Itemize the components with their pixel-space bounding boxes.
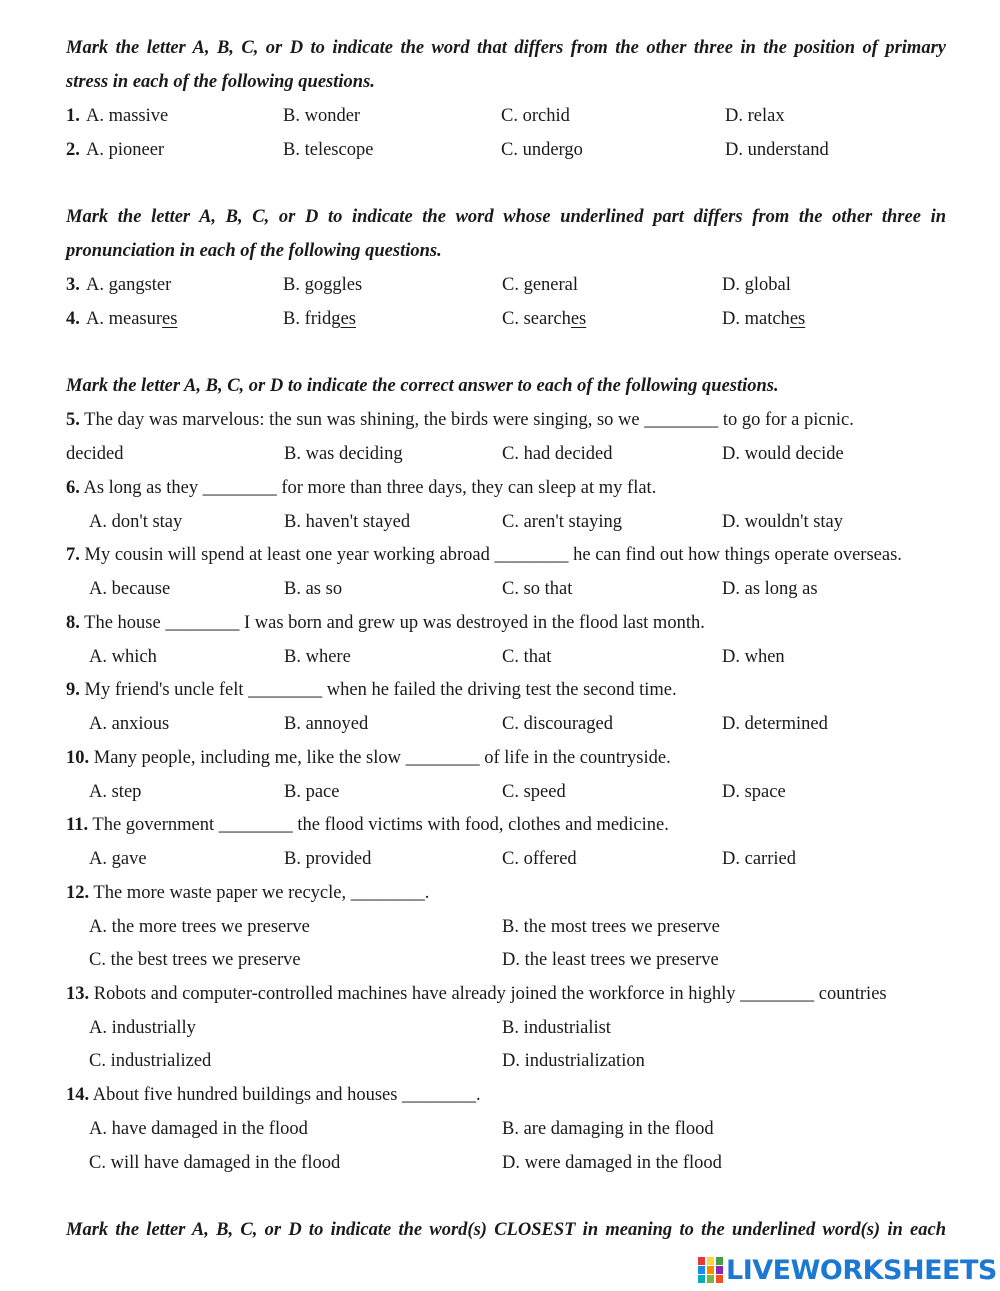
question-14-stem bbox=[66, 1080, 481, 1110]
question-text: The house ________ I was born and grew up was destroyed in the flood last month. bbox=[84, 613, 705, 633]
option-c[interactable]: C. speed bbox=[502, 782, 566, 802]
question-number: 2. bbox=[66, 140, 80, 160]
question-number: 9. bbox=[66, 680, 80, 700]
question-text: Robots and computer-controlled machines have already joined the workforce in highly ________ countries bbox=[93, 984, 887, 1004]
question-7-stem bbox=[66, 540, 902, 570]
question-7-options bbox=[66, 574, 956, 604]
question-number: 3. bbox=[66, 275, 80, 295]
option-a[interactable]: A. step bbox=[89, 782, 142, 802]
question-12-options-row-2 bbox=[66, 945, 956, 975]
question-8-stem bbox=[66, 608, 705, 638]
option-a-underlined: es bbox=[162, 309, 178, 329]
option-b[interactable]: B. telescope bbox=[283, 140, 374, 160]
option-b[interactable]: B. goggles bbox=[283, 275, 363, 295]
question-5-stem bbox=[66, 405, 854, 435]
question-9-options bbox=[66, 709, 956, 739]
question-10-options bbox=[66, 777, 956, 807]
option-d-text: D. match bbox=[722, 309, 790, 329]
option-d[interactable]: D. would decide bbox=[722, 444, 844, 464]
option-a[interactable]: A. anxious bbox=[89, 714, 170, 734]
option-d[interactable]: D. the least trees we preserve bbox=[502, 950, 719, 970]
question-13-options-row-1 bbox=[66, 1013, 956, 1043]
option-c[interactable]: C. that bbox=[502, 647, 552, 667]
option-b-underlined: es bbox=[340, 309, 356, 329]
question-number: 11. bbox=[66, 815, 89, 835]
logo-block bbox=[707, 1257, 714, 1265]
logo-block bbox=[707, 1266, 714, 1274]
option-a[interactable]: A. have damaged in the flood bbox=[89, 1119, 308, 1139]
option-b[interactable]: B. the most trees we preserve bbox=[502, 917, 720, 937]
question-9-stem bbox=[66, 675, 677, 705]
question-text: My friend's uncle felt ________ when he failed the driving test the second time. bbox=[84, 680, 677, 700]
option-b[interactable]: B. wonder bbox=[283, 106, 361, 126]
option-b[interactable]: B. haven't stayed bbox=[284, 512, 411, 532]
option-d[interactable]: D. when bbox=[722, 647, 785, 667]
option-a[interactable]: A. because bbox=[89, 579, 171, 599]
logo-block bbox=[716, 1266, 723, 1274]
option-b[interactable]: B. where bbox=[284, 647, 351, 667]
question-3 bbox=[66, 270, 791, 300]
option-a[interactable] bbox=[86, 304, 177, 334]
option-c[interactable]: C. aren't staying bbox=[502, 512, 622, 532]
option-d[interactable]: D. as long as bbox=[722, 579, 818, 599]
option-b[interactable] bbox=[283, 304, 356, 334]
option-c[interactable]: C. industrialized bbox=[89, 1051, 212, 1071]
question-number: 6. bbox=[66, 478, 80, 498]
option-a[interactable]: decided bbox=[66, 444, 124, 464]
liveworksheets-icon bbox=[698, 1257, 722, 1283]
option-a[interactable]: A. massive bbox=[86, 106, 169, 126]
option-c[interactable]: C. undergo bbox=[501, 140, 583, 160]
option-d[interactable]: D. were damaged in the flood bbox=[502, 1153, 722, 1173]
section-1-instruction-line-2: stress in each of the following questions. bbox=[66, 72, 375, 92]
question-number: 5. bbox=[66, 410, 80, 430]
question-14-options-row-2 bbox=[66, 1148, 956, 1178]
option-d[interactable] bbox=[722, 304, 805, 334]
logo-block bbox=[698, 1275, 705, 1283]
question-number: 4. bbox=[66, 309, 80, 329]
logo-block bbox=[716, 1257, 723, 1265]
question-12-stem bbox=[66, 878, 429, 908]
option-a[interactable]: A. gangster bbox=[86, 275, 172, 295]
question-number: 12. bbox=[66, 883, 90, 903]
option-a[interactable]: A. pioneer bbox=[86, 140, 165, 160]
question-4 bbox=[66, 304, 806, 334]
logo-block bbox=[698, 1257, 705, 1265]
question-text: About five hundred buildings and houses ________. bbox=[92, 1085, 481, 1105]
option-a[interactable]: A. gave bbox=[89, 849, 147, 869]
option-d[interactable]: D. space bbox=[722, 782, 786, 802]
question-1 bbox=[66, 101, 785, 131]
liveworksheets-wordmark: LIVEWORKSHEETS bbox=[726, 1254, 997, 1286]
question-number: 7. bbox=[66, 545, 80, 565]
option-b[interactable]: B. pace bbox=[284, 782, 340, 802]
option-c[interactable]: C. the best trees we preserve bbox=[89, 950, 301, 970]
logo-block bbox=[716, 1275, 723, 1283]
section-2-instruction-line-1: Mark the letter A, B, C, or D to indicate the word whose underlined part differs from the other three in bbox=[66, 207, 946, 227]
option-d[interactable]: D. industrialization bbox=[502, 1051, 645, 1071]
section-3-instruction: Mark the letter A, B, C, or D to indicate the correct answer to each of the following questions. bbox=[66, 376, 779, 396]
question-6-stem bbox=[66, 473, 656, 503]
question-11-options bbox=[66, 844, 956, 874]
option-a[interactable]: A. the more trees we preserve bbox=[89, 917, 310, 937]
logo-block bbox=[707, 1275, 714, 1283]
question-10-stem bbox=[66, 743, 671, 773]
question-5-options bbox=[66, 439, 956, 469]
question-number: 8. bbox=[66, 613, 80, 633]
option-c[interactable] bbox=[502, 304, 586, 334]
question-number: 14. bbox=[66, 1085, 90, 1105]
option-c[interactable]: C. discouraged bbox=[502, 714, 613, 734]
option-c-underlined: es bbox=[570, 309, 587, 329]
option-c[interactable]: C. had decided bbox=[502, 444, 613, 464]
logo-block bbox=[698, 1266, 705, 1274]
option-d[interactable]: D. global bbox=[722, 275, 791, 295]
option-a[interactable]: A. don't stay bbox=[89, 512, 183, 532]
question-13-stem bbox=[66, 979, 887, 1009]
question-text: The day was marvelous: the sun was shining, the birds were singing, so we ________ to go for a picnic. bbox=[84, 410, 854, 430]
option-a[interactable]: A. industrially bbox=[89, 1018, 196, 1038]
section-1-instruction-line-1: Mark the letter A, B, C, or D to indicate the word that differs from the other three in the position of primary bbox=[66, 38, 946, 58]
section-2-instruction-line-2: pronunciation in each of the following questions. bbox=[66, 241, 442, 261]
option-a[interactable]: A. which bbox=[89, 647, 157, 667]
option-b[interactable]: B. industrialist bbox=[502, 1018, 611, 1038]
question-text: The government ________ the flood victims with food, clothes and medicine. bbox=[92, 815, 669, 835]
option-c[interactable]: C. orchid bbox=[501, 106, 570, 126]
question-text: My cousin will spend at least one year working abroad ________ he can find out how things operate overseas. bbox=[84, 545, 902, 565]
option-b[interactable]: B. as so bbox=[284, 579, 343, 599]
option-a-text: A. measur bbox=[86, 309, 163, 329]
liveworksheets-logo[interactable] bbox=[698, 1254, 997, 1286]
option-c[interactable]: C. so that bbox=[502, 579, 573, 599]
option-d[interactable]: D. determined bbox=[722, 714, 828, 734]
question-text: The more waste paper we recycle, ________. bbox=[93, 883, 430, 903]
option-c[interactable]: C. offered bbox=[502, 849, 577, 869]
option-d-underlined: es bbox=[789, 309, 806, 329]
option-b-text: B. fridg bbox=[283, 309, 341, 329]
question-number: 1. bbox=[66, 106, 80, 126]
option-b[interactable]: B. provided bbox=[284, 849, 372, 869]
question-8-options bbox=[66, 642, 956, 672]
option-c[interactable]: C. general bbox=[502, 275, 579, 295]
question-text: As long as they ________ for more than three days, they can sleep at my flat. bbox=[83, 478, 657, 498]
question-12-options-row-1 bbox=[66, 912, 956, 942]
question-11-stem bbox=[66, 810, 669, 840]
option-d[interactable]: D. understand bbox=[725, 140, 829, 160]
option-c[interactable]: C. will have damaged in the flood bbox=[89, 1153, 341, 1173]
option-b[interactable]: B. annoyed bbox=[284, 714, 369, 734]
section-4-instruction: Mark the letter A, B, C, or D to indicate the word(s) CLOSEST in meaning to the underlined word(s) in each bbox=[66, 1220, 946, 1240]
question-number: 13. bbox=[66, 984, 90, 1004]
question-14-options-row-1 bbox=[66, 1114, 956, 1144]
question-13-options-row-2 bbox=[66, 1046, 956, 1076]
option-c-text: C. search bbox=[502, 309, 571, 329]
option-b[interactable]: B. was deciding bbox=[284, 444, 403, 464]
option-d[interactable]: D. relax bbox=[725, 106, 785, 126]
question-6-options bbox=[66, 507, 956, 537]
question-2 bbox=[66, 135, 829, 165]
option-b[interactable]: B. are damaging in the flood bbox=[502, 1119, 714, 1139]
option-d[interactable]: D. carried bbox=[722, 849, 796, 869]
question-number: 10. bbox=[66, 748, 90, 768]
question-text: Many people, including me, like the slow ________ of life in the countryside. bbox=[93, 748, 671, 768]
option-d[interactable]: D. wouldn't stay bbox=[722, 512, 844, 532]
